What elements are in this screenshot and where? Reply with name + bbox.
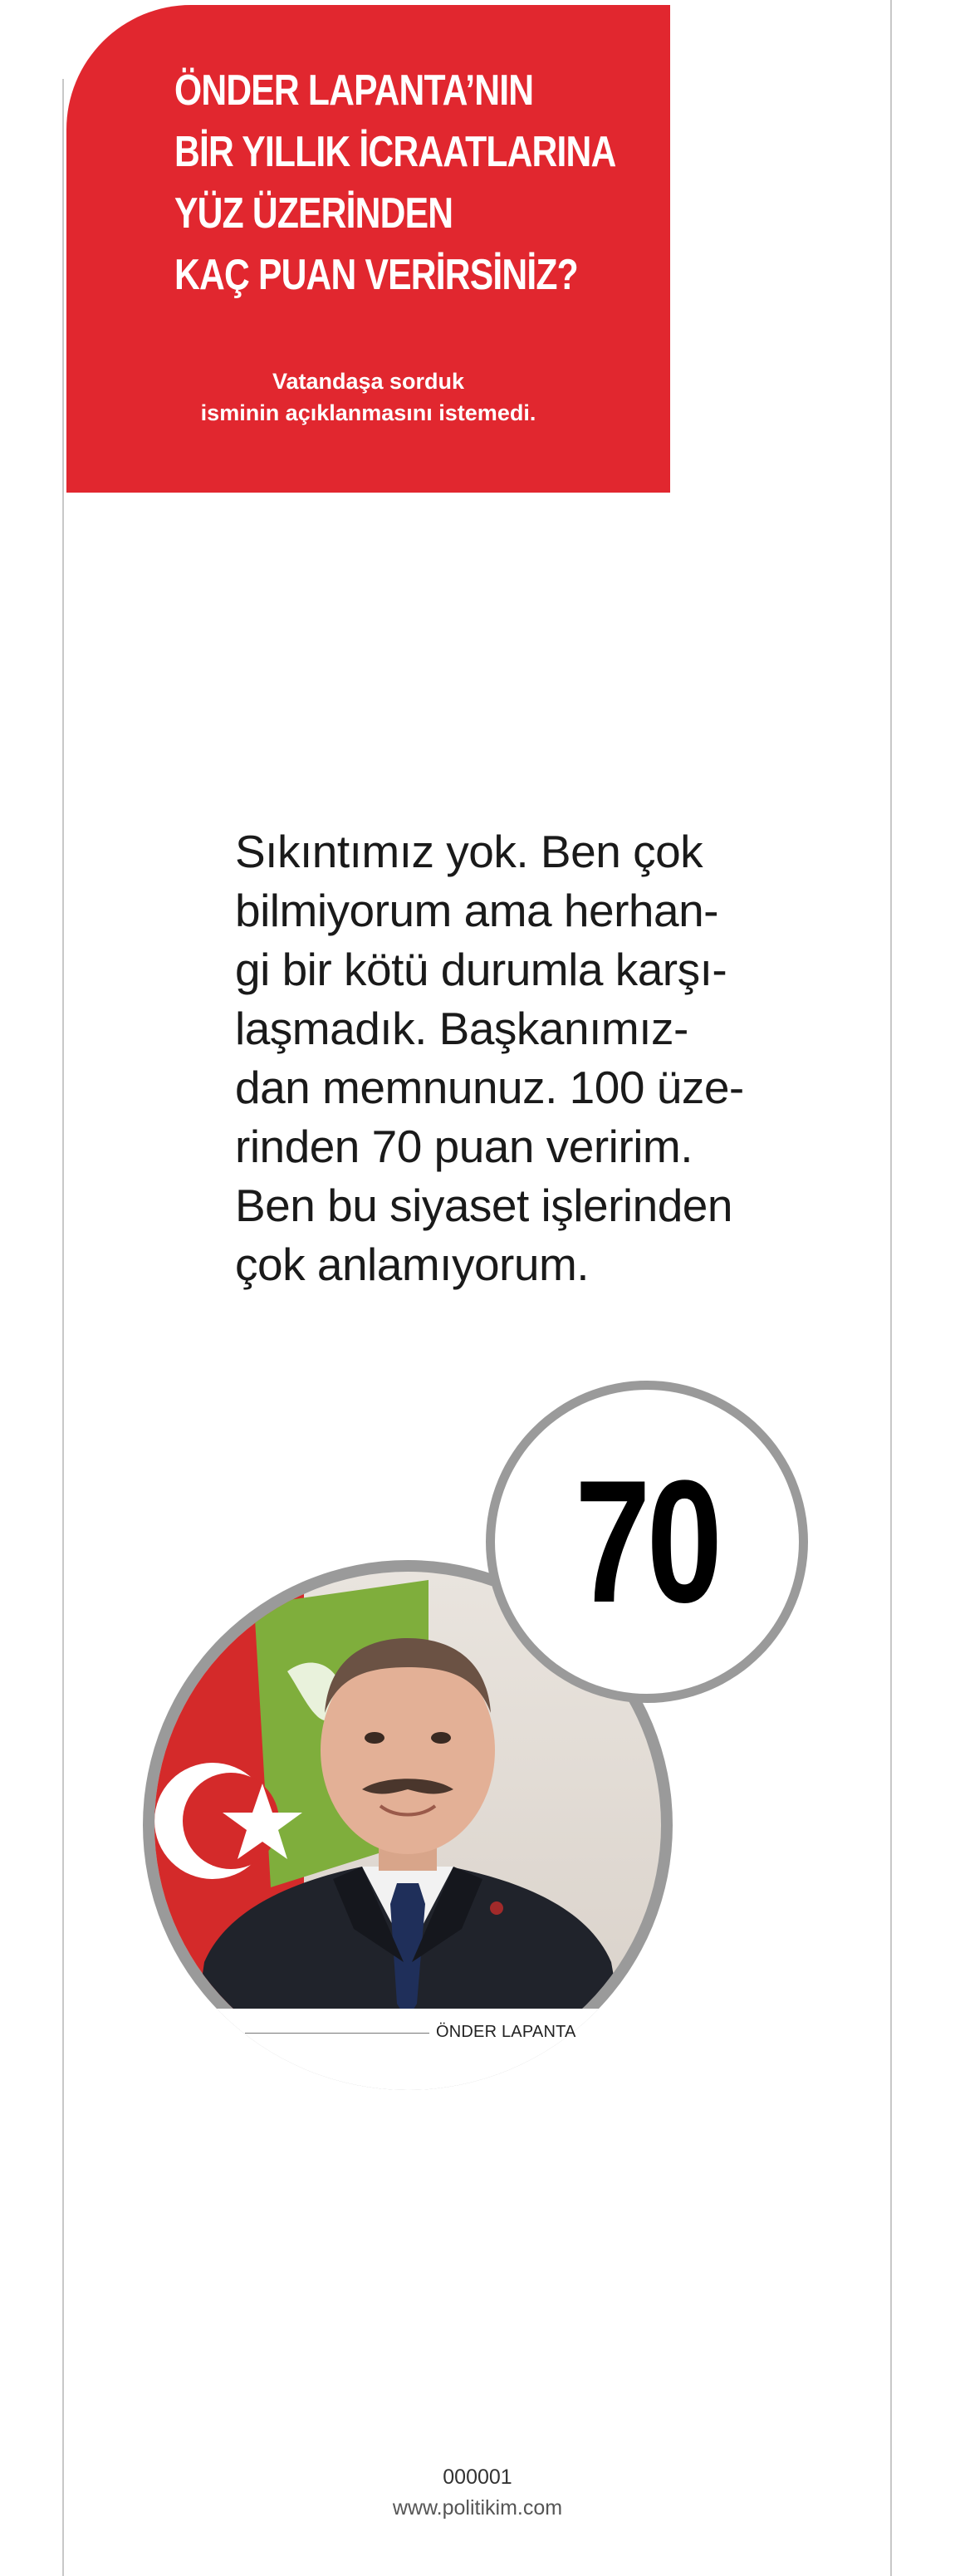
portrait-caption: ÖNDER LAPANTA bbox=[436, 2023, 576, 2041]
source-note-line: Vatandaşa sorduk bbox=[272, 369, 465, 394]
headline bbox=[174, 60, 615, 306]
headline-line: BİR YILLIK İCRAATLARINA bbox=[174, 128, 616, 176]
eye-left bbox=[365, 1732, 384, 1744]
caption-rule bbox=[245, 2033, 429, 2034]
quote-line: çok anlamıyorum. bbox=[235, 1239, 590, 1290]
lapel-pin bbox=[490, 1901, 503, 1915]
source-note bbox=[66, 366, 670, 429]
quote-line: gi bir kötü durumla karşı- bbox=[235, 944, 727, 995]
headline-line: YÜZ ÜZERİNDEN bbox=[174, 189, 453, 238]
headline-line: KAÇ PUAN VERİRSİNİZ? bbox=[174, 251, 578, 299]
quote-line: Sıkıntımız yok. Ben çok bbox=[235, 826, 703, 877]
quote-line: rinden 70 puan veririm. bbox=[235, 1121, 693, 1172]
citizen-quote bbox=[235, 822, 800, 1294]
headline-line: ÖNDER LAPANTA’NIN bbox=[174, 66, 534, 115]
header-panel bbox=[66, 5, 670, 493]
portrait-bottom-cut bbox=[143, 2009, 673, 2090]
quote-line: bilmiyorum ama herhan- bbox=[235, 885, 718, 936]
score-badge-inner bbox=[495, 1390, 799, 1694]
right-border-line bbox=[890, 0, 892, 2576]
score-badge bbox=[486, 1381, 808, 1703]
score-value: 70 bbox=[575, 1444, 719, 1639]
quote-line: Ben bu siyaset işlerinden bbox=[235, 1180, 732, 1231]
quote-line: dan memnunuz. 100 üze- bbox=[235, 1062, 744, 1113]
footer-url[interactable]: www.politikim.com bbox=[392, 2496, 563, 2520]
left-border-line bbox=[62, 79, 64, 2576]
quote-line: laşmadık. Başkanımız- bbox=[235, 1003, 688, 1054]
footer-code: 000001 bbox=[443, 2466, 512, 2489]
source-note-line: isminin açıklanmasını istemedi. bbox=[200, 400, 536, 425]
eye-right bbox=[431, 1732, 451, 1744]
